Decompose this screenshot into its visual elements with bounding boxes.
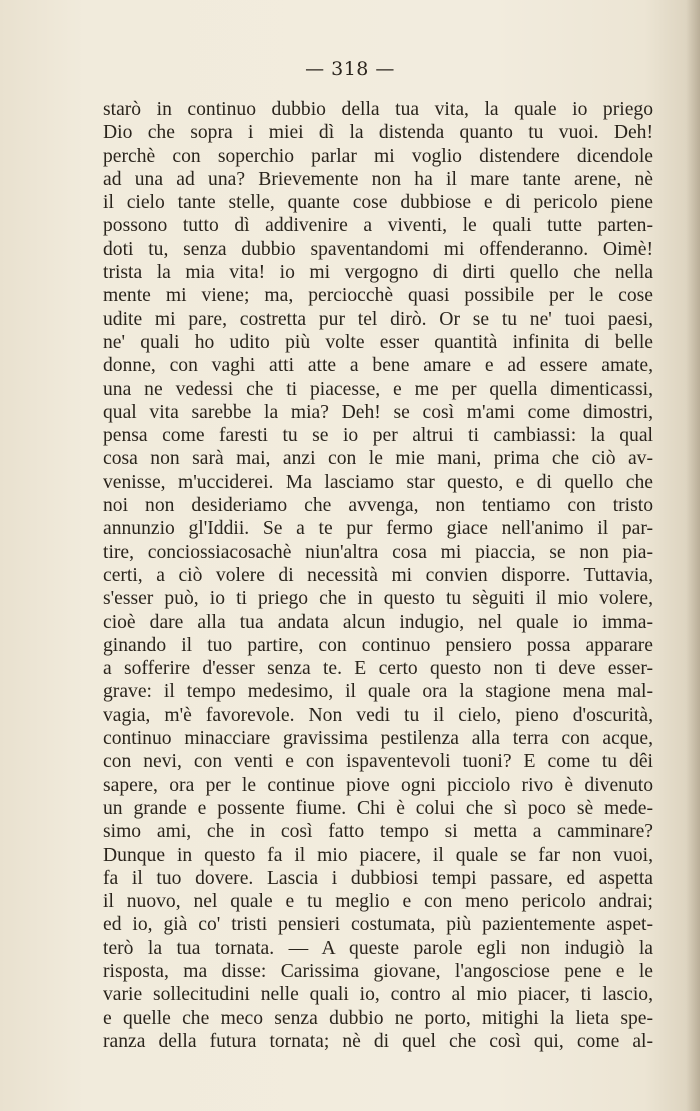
text-line: con nevi, con venti e con ispaventevoli tuoni? E come tu dêi [103,751,653,773]
page-edge-shadow [686,0,700,1111]
text-line: ed io, già co' tristi pensieri costumata, più pazientemente aspet- [103,914,653,936]
text-line: udite mi pare, costretta pur tel dirò. Or se tu ne' tuoi paesi, [103,308,653,330]
text-line: certi, a ciò volere di necessità mi convien disporre. Tuttavia, [103,564,653,586]
text-line: simo ami, che in così fatto tempo si metta a camminare? [103,821,653,843]
body-text [103,98,653,1053]
text-line: il cielo tante stelle, quante cose dubbiose e di pericolo piene [103,192,653,214]
text-line: s'esser può, io ti priego che in questo tu sèguiti il mio volere, [103,588,653,610]
text-line: fa il tuo dovere. Lascia i dubbiosi tempi passare, ed aspetta [103,867,653,889]
text-line: vagia, m'è favorevole. Non vedi tu il cielo, pieno d'oscurità, [103,704,653,726]
text-line: un grande e possente fiume. Chi è colui che sì poco sè mede- [103,797,653,819]
text-line: ne' quali ho udito più volte esser quantità infinita di belle [103,331,653,353]
text-line: il nuovo, nel quale e tu meglio e con meno pericolo andrai; [103,891,653,913]
text-line: noi non desideriamo che avvenga, non tentiamo con tristo [103,495,653,517]
text-line: grave: il tempo medesimo, il quale ora la stagione mena mal- [103,681,653,703]
text-line: ranza della futura tornata; nè di quel che così qui, come al- [103,1030,653,1052]
text-line: una ne vedessi che ti piacesse, e me per quella dimenticassi, [103,378,653,400]
text-line: Dunque in questo fa il mio piacere, il quale se far non vuoi, [103,844,653,866]
text-line: qual vita sarebbe la mia? Deh! se così m'ami come dimostri, [103,401,653,423]
text-line: varie sollecitudini nelle quali io, contro al mio piacer, ti lascio, [103,984,653,1006]
text-line: e quelle che meco senza dubbio ne porto, mitighi la lieta spe- [103,1007,653,1029]
text-line: doti tu, senza dubbio spaventandomi mi offenderanno. Oimè! [103,238,653,260]
text-line: cosa non sarà mai, anzi con le mie mani, prima che ciò av- [103,448,653,470]
text-line: donne, con vaghi atti atte a bene amare e ad essere amate, [103,355,653,377]
text-line: starò in continuo dubbio della tua vita, la quale io priego [103,99,653,120]
text-line: venisse, m'ucciderei. Ma lasciamo star questo, e di quello che [103,471,653,493]
text-line: ginando il tuo partire, con continuo pensiero possa apparare [103,634,653,656]
text-line: pensa come faresti tu se io per altrui ti cambiassi: la qual [103,425,653,447]
text-line: perchè con soperchio parlar mi voglio distendere dicendole [103,145,653,167]
text-line: terò la tua tornata. — A queste parole egli non indugiò la [103,937,653,959]
text-line: cioè dare alla tua andata alcun indugio, nel quale io imma- [103,611,653,633]
text-line: annunzio gl'Iddii. Se a te pur fermo giace nell'animo il par- [103,518,653,540]
text-line: sapere, ora per le continue piove ogni picciolo rivo è divenuto [103,774,653,796]
text-line: tire, conciossiacosachè niun'altra cosa mi piaccia, se non pia- [103,541,653,563]
text-line: possono tutto dì addivenire a viventi, le quali tutte parten- [103,215,653,237]
text-line: ad una ad una? Brievemente non ha il mare tante arene, nè [103,168,653,190]
text-line: trista la mia vita! io mi vergogno di dirti quello che nella [103,262,653,284]
text-line: Dio che sopra i miei dì la distenda quanto tu vuoi. Deh! [103,122,653,144]
text-line: mente mi viene; ma, perciocchè quasi possibile per le cose [103,285,653,307]
text-line: a sofferire d'esser senza te. E certo questo non ti deve esser- [103,658,653,680]
page-number: — 318 — [305,58,395,80]
text-line: risposta, ma disse: Carissima giovane, l'angosciose pene e le [103,960,653,982]
text-line: continuo minacciare gravissima pestilenza alla terra con acque, [103,728,653,750]
